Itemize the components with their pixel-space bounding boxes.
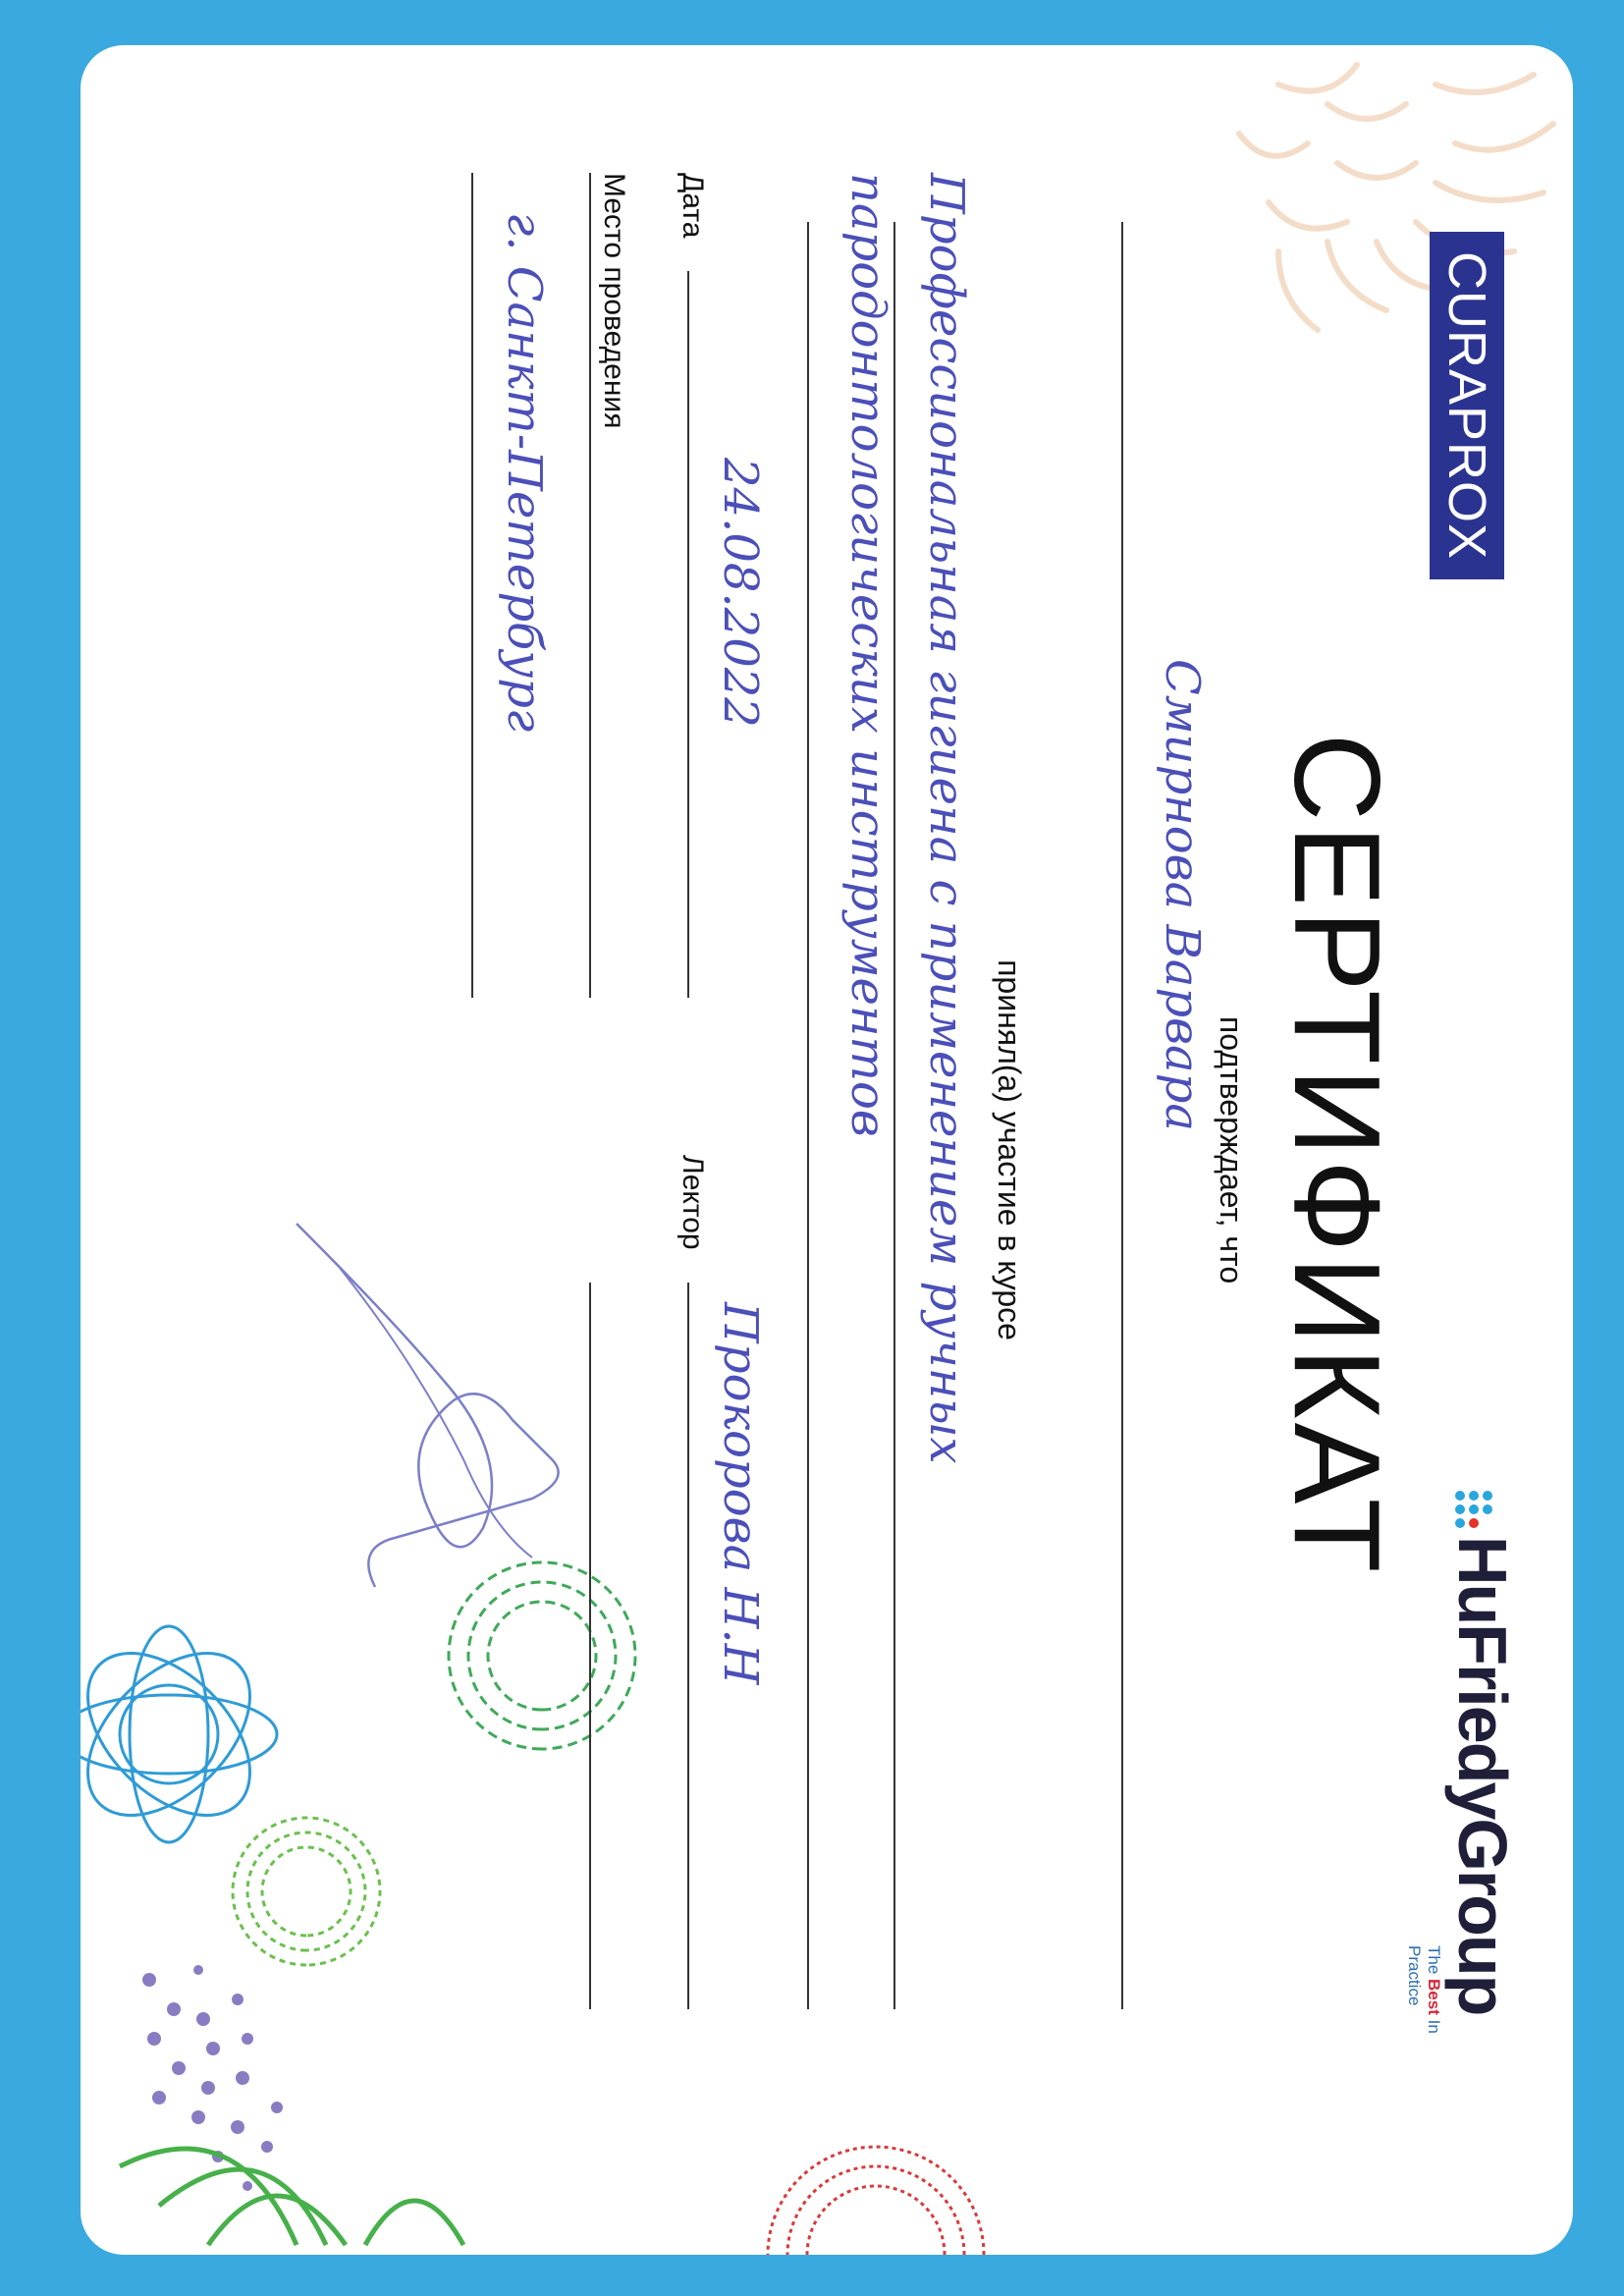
hufriedy-wordmark: HuFriedyGroup	[1444, 1536, 1521, 2015]
name-line	[1121, 222, 1123, 2009]
date-value: 24.08.2022	[713, 458, 768, 728]
certificate-content	[81, 45, 1573, 2255]
blue-flower-rosette	[81, 1623, 280, 1845]
green-petal-rosette	[120, 2149, 463, 2245]
date-line	[687, 271, 689, 998]
hufriedy-dots-icon	[1453, 1489, 1494, 1530]
tagline-pre: The	[1425, 1945, 1443, 1980]
sun-decoration-icon	[1239, 65, 1553, 330]
course-line-2-rule	[807, 222, 809, 2009]
purple-dots-rosette	[142, 1965, 283, 2191]
hufriedy-logo	[1406, 1489, 1524, 2098]
place-label: Место проведения	[598, 173, 630, 429]
course-line-1: Профессиональная гигиена с применением ручных	[919, 173, 974, 1464]
signature-icon	[277, 1204, 591, 1616]
participant-name: Смирнова Варвара	[1155, 659, 1210, 1132]
certificate-title: СЕРТИФИКАТ	[1269, 733, 1404, 1577]
course-line-2: пародонтологических инструментов	[840, 173, 895, 1137]
place-line-2	[471, 173, 473, 998]
curaprox-logo: CURAPROX	[1430, 232, 1504, 579]
certificate-sheet	[81, 45, 1573, 2255]
tagline-post: In Practice	[1405, 1945, 1443, 2034]
green-rosette	[233, 1818, 380, 1965]
took-part-text: принял(а) участие в курсе	[992, 959, 1027, 1340]
lecturer-value: Прокорова Н.Н	[713, 1302, 768, 1685]
confirms-text: подтверждает, что	[1214, 1015, 1249, 1285]
tagline-best: Best	[1425, 1979, 1443, 2015]
lecturer-line	[687, 1283, 689, 2009]
place-value: г. Санкт-Петербург	[497, 212, 552, 733]
lecturer-label: Лектор	[677, 1155, 709, 1250]
date-label: Дата	[677, 173, 709, 239]
red-rosette	[768, 2147, 984, 2255]
hufriedy-tagline	[1404, 1945, 1443, 2098]
place-line	[589, 173, 591, 998]
